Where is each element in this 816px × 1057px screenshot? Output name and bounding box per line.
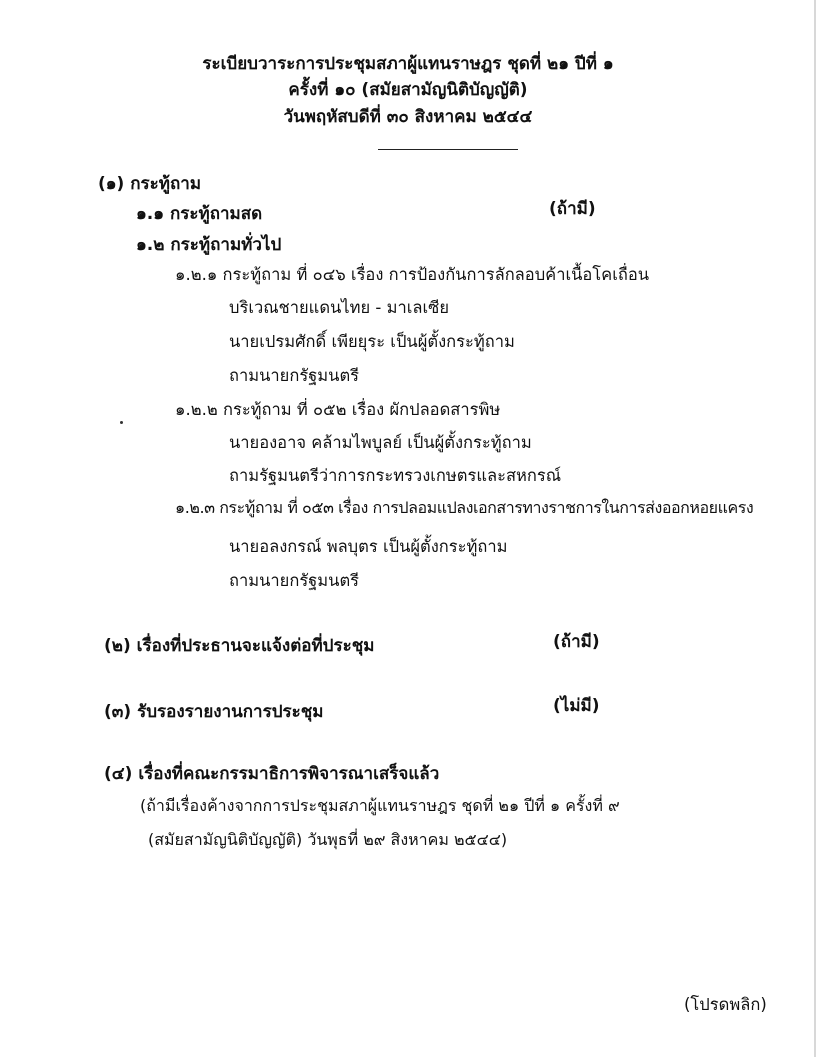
item-1-1-label: ๑.๑ กระทู้ถามสด: [136, 204, 263, 224]
question-3-heading: ๑.๒.๓ กระทู้ถาม ที่ ๐๕๓ เรื่อง การปลอมแปลงเอกสารทางราชการในการส่งออกหอยแครง: [175, 498, 754, 517]
section-4-note-line-1: (ถ้ามีเรื่องค้างจากการประชุมสภาผู้แทนราษฎร ชุดที่ ๒๑ ปีที่ ๑ ครั้งที่ ๙: [140, 796, 620, 815]
agenda-title: ระเบียบวาระการประชุมสภาผู้แทนราษฎร ชุดที่ ๒๑ ปีที่ ๑: [202, 54, 614, 74]
meeting-date: วันพฤหัสบดีที่ ๓๐ สิงหาคม ๒๕๔๔: [283, 107, 533, 127]
question-1-subject-cont: บริเวณชายแดนไทย - มาเลเซีย: [229, 298, 449, 317]
session-number: ครั้งที่ ๑๐ (สมัยสามัญนิติบัญญัติ): [288, 80, 528, 100]
item-1-2-label: ๑.๒ กระทู้ถามทั่วไป: [136, 235, 282, 255]
question-2-addressee: ถามรัฐมนตรีว่าการกระทรวงเกษตรและสหกรณ์: [229, 466, 562, 485]
question-3-asker: นายอลงกรณ์ พลบุตร เป็นผู้ตั้งกระทู้ถาม: [229, 537, 508, 556]
section-2-title: (๒) เรื่องที่ประธานจะแจ้งต่อที่ประชุม: [104, 636, 375, 656]
section-2-status: (ถ้ามี): [553, 632, 600, 652]
question-3-addressee: ถามนายกรัฐมนตรี: [229, 571, 360, 590]
question-2-asker: นายองอาจ คล้ามไพบูลย์ เป็นผู้ตั้งกระทู้ถาม: [229, 433, 532, 452]
section-1-title: (๑) กระทู้ถาม: [98, 174, 202, 194]
header-underline: [378, 149, 518, 150]
question-2-heading: ๑.๒.๒ กระทู้ถาม ที่ ๐๕๒ เรื่อง ผักปลอดสารพิษ: [175, 400, 501, 419]
section-4-note-line-2: (สมัยสามัญนิติบัญญัติ) วันพุธที่ ๒๙ สิงหาคม ๒๕๔๔): [148, 830, 508, 849]
section-3-title: (๓) รับรองรายงานการประชุม: [104, 702, 324, 722]
stray-mark: [120, 421, 123, 424]
question-1-asker: นายเปรมศักดิ์ เพียยุระ เป็นผู้ตั้งกระทู้ถาม: [229, 332, 515, 351]
question-1-addressee: ถามนายกรัฐมนตรี: [229, 366, 360, 385]
section-3-status: (ไม่มี): [553, 696, 600, 716]
please-turn-over: (โปรดพลิก): [684, 995, 767, 1014]
section-4-title: (๔) เรื่องที่คณะกรรมาธิการพิจารณาเสร็จแล้ว: [104, 764, 440, 784]
question-1-heading: ๑.๒.๑ กระทู้ถาม ที่ ๐๔๖ เรื่อง การป้องกันการลักลอบค้าเนื้อโคเถื่อน: [175, 265, 650, 284]
item-1-1-status: (ถ้ามี): [549, 199, 596, 219]
